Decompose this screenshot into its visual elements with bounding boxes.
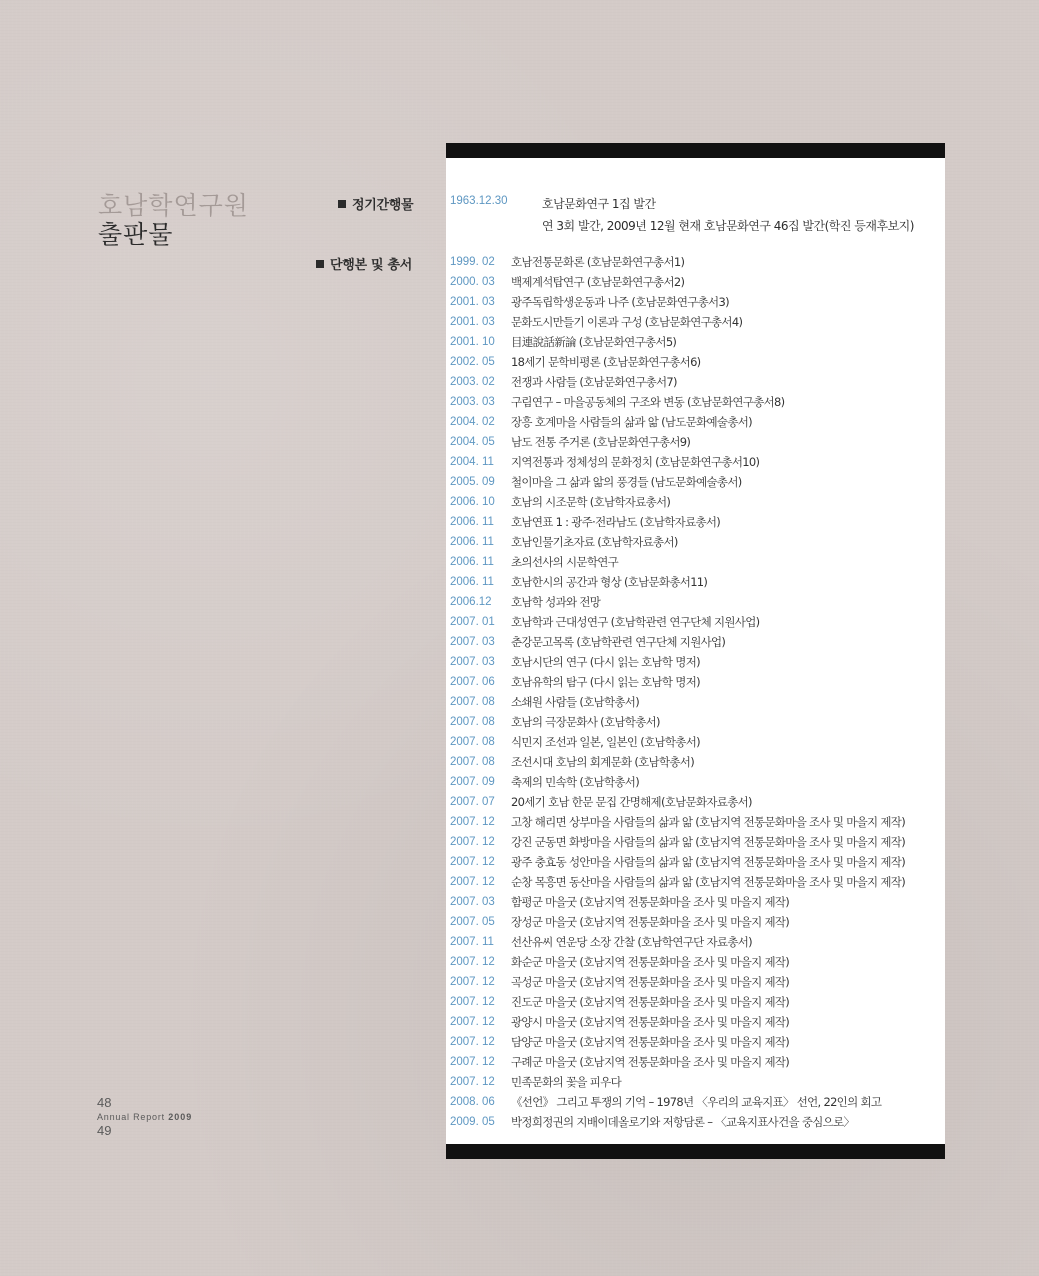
publication-date: 2001. 10	[450, 336, 495, 348]
publication-date: 2006.12	[450, 596, 492, 608]
publication-title: 호남유학의 탐구 (다시 읽는 호남학 명저)	[511, 675, 700, 689]
publication-row	[450, 732, 944, 752]
publication-title: 지역전통과 정체성의 문화정치 (호남문화연구총서10)	[511, 455, 760, 469]
publication-row	[450, 1112, 944, 1132]
publication-row	[450, 312, 944, 332]
square-bullet-icon	[316, 260, 324, 268]
publication-date: 2007. 12	[450, 976, 495, 988]
periodical-label-text: 정기간행물	[352, 198, 414, 213]
publication-title: 곡성군 마을굿 (호남지역 전통문화마을 조사 및 마을지 제작)	[511, 975, 790, 989]
publication-date: 2007. 03	[450, 896, 495, 908]
publication-date: 2006. 11	[450, 576, 494, 588]
publication-date: 2006. 10	[450, 496, 495, 508]
publication-row	[450, 872, 944, 892]
publication-date: 2006. 11	[450, 516, 494, 528]
publication-row	[450, 672, 944, 692]
publication-title: 호남인물기초자료 (호남학자료총서)	[511, 535, 678, 549]
publication-date: 2007. 08	[450, 756, 495, 768]
publication-title: 강진 군동면 화방마을 사람들의 삶과 앎 (호남지역 전통문화마을 조사 및 마을지 제작)	[511, 835, 905, 849]
publication-row	[450, 892, 944, 912]
publication-row	[450, 432, 944, 452]
publication-title: 구림연구 – 마을공동체의 구조와 변동 (호남문화연구총서8)	[511, 395, 785, 409]
publication-title: 순창 목흥면 동산마을 사람들의 삶과 앎 (호남지역 전통문화마을 조사 및 마을지 제작)	[511, 875, 905, 889]
publication-date: 2007. 12	[450, 816, 495, 828]
publication-date: 2007. 12	[450, 996, 495, 1008]
publication-title: 백제계석탑연구 (호남문화연구총서2)	[511, 275, 685, 289]
periodical-detail: 연 3회 발간, 2009년 12월 현재 호남문화연구 46집 발간(학진 등재후보지)	[542, 219, 914, 233]
publication-date: 2007. 12	[450, 876, 495, 888]
publication-row	[450, 532, 944, 552]
publication-list	[450, 252, 944, 1132]
publication-row	[450, 832, 944, 852]
publication-row	[450, 392, 944, 412]
periodical-section-label	[338, 194, 413, 213]
publication-title: 호남전통문화론 (호남문화연구총서1)	[511, 255, 685, 269]
folio	[97, 1095, 192, 1139]
publication-row	[450, 752, 944, 772]
publication-row	[450, 1012, 944, 1032]
page-title	[98, 192, 249, 250]
publication-date: 2007. 12	[450, 1036, 495, 1048]
publication-title: 호남학과 근대성연구 (호남학관련 연구단체 지원사업)	[511, 615, 760, 629]
panel-top-bar	[446, 143, 945, 158]
publication-row	[450, 852, 944, 872]
publication-date: 2007. 08	[450, 696, 495, 708]
publication-date: 2005. 09	[450, 476, 495, 488]
right-page-number: 49	[97, 1123, 112, 1138]
publication-title: 박정희정권의 지배이데올로기와 저항담론 – 〈교육지표사건을 중심으로〉	[511, 1115, 855, 1129]
publication-date: 2007. 01	[450, 616, 495, 628]
publication-title: 호남시단의 연구 (다시 읽는 호남학 명저)	[511, 655, 700, 669]
publication-row	[450, 1092, 944, 1112]
publication-row	[450, 372, 944, 392]
report-label-text: Annual Report	[97, 1112, 165, 1122]
publication-title: 진도군 마을굿 (호남지역 전통문화마을 조사 및 마을지 제작)	[511, 995, 790, 1009]
publication-row	[450, 912, 944, 932]
publication-title: 소쇄원 사람들 (호남학총서)	[511, 695, 639, 709]
publication-row	[450, 812, 944, 832]
publication-title: 광양시 마을굿 (호남지역 전통문화마을 조사 및 마을지 제작)	[511, 1015, 790, 1029]
publication-row	[450, 652, 944, 672]
institute-name: 호남학연구원	[98, 191, 249, 220]
square-bullet-icon	[338, 200, 346, 208]
publication-row	[450, 452, 944, 472]
books-section-label	[316, 254, 412, 273]
publication-title: 함평군 마을굿 (호남지역 전통문화마을 조사 및 마을지 제작)	[511, 895, 790, 909]
publication-row	[450, 272, 944, 292]
periodical-title: 호남문화연구 1집 발간	[542, 197, 656, 211]
publication-date: 2006. 11	[450, 556, 494, 568]
publication-row	[450, 1032, 944, 1052]
periodical-date: 1963.12.30	[450, 195, 508, 207]
publication-title: 화순군 마을굿 (호남지역 전통문화마을 조사 및 마을지 제작)	[511, 955, 790, 969]
publication-title: 《선언》 그리고 투쟁의 기억 – 1978년 〈우리의 교육지표〉 선언, 22인의 회고	[511, 1095, 882, 1109]
publication-row	[450, 492, 944, 512]
publication-row	[450, 1072, 944, 1092]
publication-title: 장성군 마을굿 (호남지역 전통문화마을 조사 및 마을지 제작)	[511, 915, 790, 929]
publication-row	[450, 352, 944, 372]
publication-row	[450, 472, 944, 492]
publication-title: 광주 충효동 성안마을 사람들의 삶과 앎 (호남지역 전통문화마을 조사 및 마을지 제작)	[511, 855, 905, 869]
publication-date: 2007. 06	[450, 676, 495, 688]
publication-row	[450, 572, 944, 592]
publication-title: 남도 전통 주거론 (호남문화연구총서9)	[511, 435, 691, 449]
publication-title: 20세기 호남 한문 문집 간명해제(호남문화자료총서)	[511, 795, 752, 809]
publication-title: 目連說話新論 (호남문화연구총서5)	[511, 335, 677, 349]
publication-title: 18세기 문학비평론 (호남문화연구총서6)	[511, 355, 701, 369]
publication-date: 2002. 05	[450, 356, 495, 368]
publication-date: 2007. 05	[450, 916, 495, 928]
publication-row	[450, 992, 944, 1012]
publication-title: 구례군 마을굿 (호남지역 전통문화마을 조사 및 마을지 제작)	[511, 1055, 790, 1069]
publication-date: 2007. 12	[450, 1016, 495, 1028]
publication-title: 선산유씨 연운당 소장 간찰 (호남학연구단 자료총서)	[511, 935, 752, 949]
publication-title: 호남한시의 공간과 형상 (호남문화총서11)	[511, 575, 708, 589]
publication-title: 춘강문고목록 (호남학관련 연구단체 지원사업)	[511, 635, 726, 649]
left-page-number: 48	[97, 1095, 112, 1110]
publication-row	[450, 512, 944, 532]
publication-date: 2007. 12	[450, 1076, 495, 1088]
publication-title: 식민지 조선과 일본, 일본인 (호남학총서)	[511, 735, 700, 749]
publication-title: 광주독립학생운동과 나주 (호남문화연구총서3)	[511, 295, 729, 309]
publication-row	[450, 252, 944, 272]
publication-date: 2001. 03	[450, 296, 495, 308]
publication-row	[450, 292, 944, 312]
publication-title: 담양군 마을굿 (호남지역 전통문화마을 조사 및 마을지 제작)	[511, 1035, 790, 1049]
publication-row	[450, 952, 944, 972]
publication-row	[450, 792, 944, 812]
publication-title: 문화도시만들기 이론과 구성 (호남문화연구총서4)	[511, 315, 743, 329]
publication-date: 2003. 02	[450, 376, 495, 388]
publication-title: 조선시대 호남의 회계문화 (호남학총서)	[511, 755, 694, 769]
publication-date: 1999. 02	[450, 256, 495, 268]
publication-date: 2003. 03	[450, 396, 495, 408]
publication-date: 2004. 11	[450, 456, 494, 468]
publication-date: 2007. 09	[450, 776, 495, 788]
publication-title: 철이마을 그 삶과 앎의 풍경들 (남도문화예술총서)	[511, 475, 742, 489]
publication-row	[450, 932, 944, 952]
publication-row	[450, 612, 944, 632]
publication-row	[450, 692, 944, 712]
publication-panel	[446, 143, 945, 1159]
publication-title: 호남의 극장문화사 (호남학총서)	[511, 715, 660, 729]
report-year: 2009	[168, 1112, 193, 1122]
publication-date: 2007. 08	[450, 716, 495, 728]
publication-date: 2007. 12	[450, 856, 495, 868]
panel-bottom-bar	[446, 1144, 945, 1159]
publication-date: 2007. 03	[450, 636, 495, 648]
publication-date: 2007. 12	[450, 956, 495, 968]
publication-row	[450, 772, 944, 792]
publication-title: 고창 해리면 상부마을 사람들의 삶과 앎 (호남지역 전통문화마을 조사 및 마을지 제작)	[511, 815, 905, 829]
publication-date: 2007. 08	[450, 736, 495, 748]
publication-title: 호남학 성과와 전망	[511, 595, 601, 609]
publication-date: 2007. 12	[450, 1056, 495, 1068]
publication-title: 축제의 민속학 (호남학총서)	[511, 775, 639, 789]
publication-date: 2004. 02	[450, 416, 495, 428]
section-title: 출판물	[98, 219, 174, 249]
publication-date: 2007. 11	[450, 936, 494, 948]
publication-date: 2008. 06	[450, 1096, 495, 1108]
publication-row	[450, 1052, 944, 1072]
publication-row	[450, 632, 944, 652]
publication-row	[450, 592, 944, 612]
publication-title: 민족문화의 꽃을 피우다	[511, 1075, 621, 1089]
publication-row	[450, 712, 944, 732]
publication-title: 호남연표 1 : 광주·전라남도 (호남학자료총서)	[511, 515, 721, 529]
publication-row	[450, 972, 944, 992]
publication-date: 2000. 03	[450, 276, 495, 288]
publication-title: 호남의 시조문학 (호남학자료총서)	[511, 495, 671, 509]
publication-title: 장흥 호계마을 사람들의 삶과 앎 (남도문화예술총서)	[511, 415, 752, 429]
publication-date: 2007. 12	[450, 836, 495, 848]
publication-date: 2007. 03	[450, 656, 495, 668]
publication-date: 2009. 05	[450, 1116, 495, 1128]
publication-date: 2001. 03	[450, 316, 495, 328]
publication-row	[450, 332, 944, 352]
publication-title: 초의선사의 시문학연구	[511, 555, 619, 569]
publication-row	[450, 552, 944, 572]
publication-date: 2007. 07	[450, 796, 495, 808]
publication-date: 2006. 11	[450, 536, 494, 548]
publication-date: 2004. 05	[450, 436, 495, 448]
books-label-text: 단행본 및 총서	[330, 258, 412, 273]
annual-report-label	[97, 1111, 192, 1123]
publication-title: 전쟁과 사람들 (호남문화연구총서7)	[511, 375, 677, 389]
publication-row	[450, 412, 944, 432]
